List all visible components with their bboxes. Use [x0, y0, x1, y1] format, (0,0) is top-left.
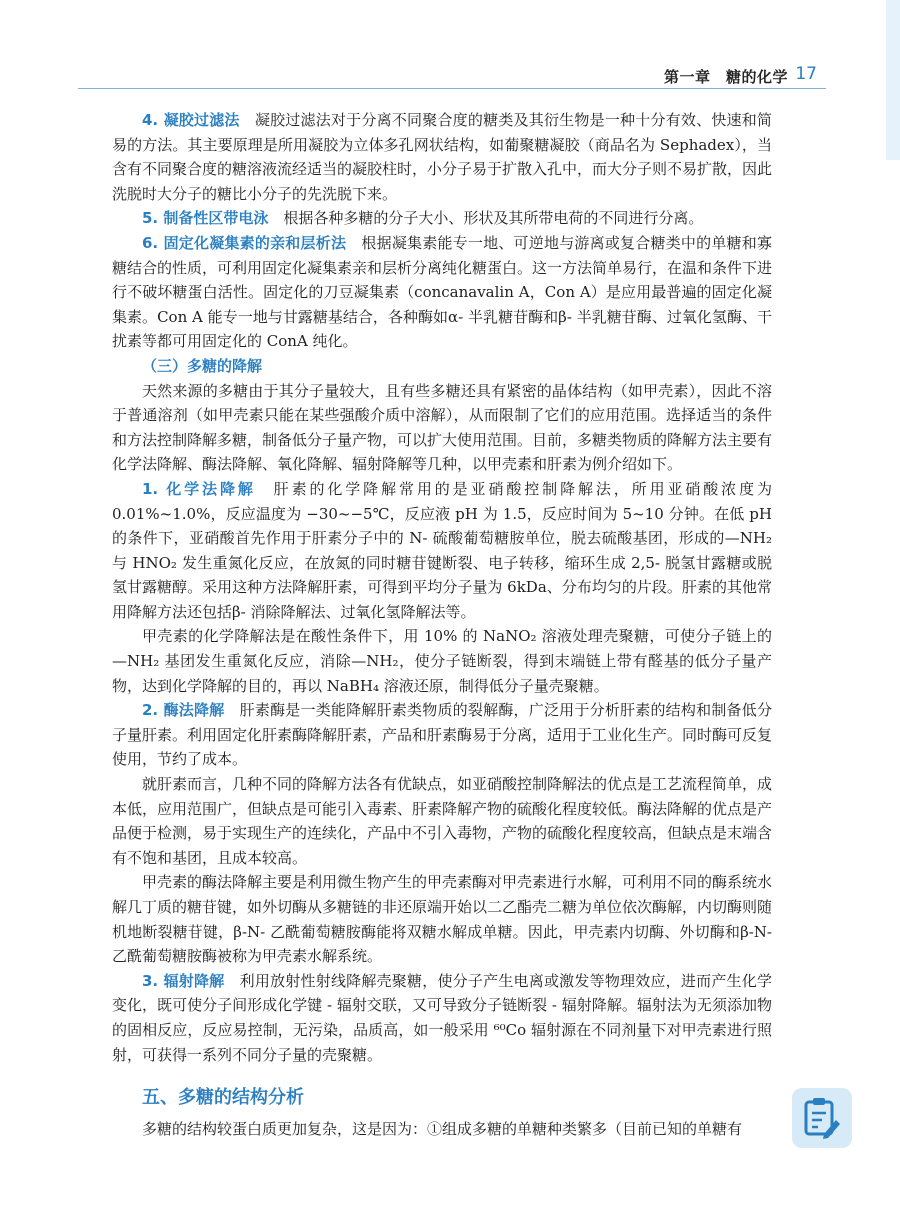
notes-pencil-icon-graphic: [802, 1096, 842, 1140]
paragraph-degradation-intro: [112, 379, 772, 477]
paragraph-text: 甲壳素的酶法降解主要是利用微生物产生的甲壳素酶对甲壳素进行水解，可利用不同的酶系统水解几丁质的糖苷键，如外切酶从多糖链的非还原端开始以二乙酯壳二糖为单位依次酶解，内切酶则随机地断裂糖苷键，β-N- 乙酰葡萄糖胺酶能将双糖水解成单糖。因此，甲壳素内切酶、外切酶和β-N- 乙酰葡萄糖胺酶被称为甲壳素水解系统。: [112, 873, 773, 966]
paragraph-electrophoresis: [112, 206, 772, 231]
paragraph-chitin-chemical: [112, 624, 772, 698]
item-heading: 1. 化学法降解: [142, 479, 256, 498]
item-heading: 5. 制备性区带电泳: [142, 209, 269, 228]
paragraph-text: 根据凝集素能专一地、可逆地与游离或复合糖类中的单糖和寡糖结合的性质，可利用固定化凝集素亲和层析分离纯化糖蛋白。这一方法简单易行，在温和条件下进行不破坏糖蛋白活性。固定化的刀豆凝集素（concanavalin A，Con A）是应用最普遍的固定化凝集素。Con A 能专一地与甘露糖基结合，各种酶如α- 半乳糖苷酶和β- 半乳糖苷酶、过氧化氢酶、干扰素等都可用固定化的 ConA 纯化。: [112, 233, 773, 351]
paragraph-text: 多糖的结构较蛋白质更加复杂，这是因为：①组成多糖的单糖种类繁多（目前已知的单糖有: [142, 1120, 743, 1139]
running-head: 第一章 糖的化学: [663, 68, 788, 86]
page-header: [0, 62, 900, 96]
section-title: 五、多糖的结构分析: [142, 1087, 304, 1109]
paragraph-text: 肝素酶是一类能降解肝素类物质的裂解酶，广泛用于分析肝素的结构和制备低分子量肝素。利用固定化肝素酶降解肝素，产品和肝素酶易于分离，适用于工业化生产。同时酶可反复使用，节约了成本。: [112, 701, 773, 769]
body-text: [112, 108, 772, 1142]
paragraph-text: 根据各种多糖的分子大小、形状及其所带电荷的不同进行分离。: [283, 209, 704, 228]
paragraph-gel-filtration: [112, 108, 772, 206]
paragraph-text: 凝胶过滤法对于分离不同聚合度的糖类及其衍生物是一种十分有效、快速和简易的方法。其主要原理是所用凝胶为立体多孔网状结构，如葡聚糖凝胶（商品名为 Sephadex），当含有不同聚合度的糖溶液流经适当的凝胶柱时，小分子易于扩散入孔中，而大分子则不易扩散，因此洗脱时大分子的糖比小分子的先洗脱下来。: [112, 111, 773, 203]
paragraph-text: 就肝素而言，几种不同的降解方法各有优缺点，如亚硝酸控制降解法的优点是工艺流程简单，成本低，应用范围广，但缺点是可能引入毒素、肝素降解产物的硫酸化程度较低。酶法降解的优点是产品便于检测，易于实现生产的连续化，产品中不引入毒物，产物的硫酸化程度较高，但缺点是末端含有不饱和基团，且成本较高。: [112, 775, 773, 867]
paragraph-chemical: [112, 477, 772, 625]
item-heading: 4. 凝胶过滤法: [142, 111, 240, 129]
paragraph-text: 天然来源的多糖由于其分子量较大，且有些多糖还具有紧密的晶体结构（如甲壳素），因此不溶于普通溶剂（如甲壳素只能在某些强酸介质中溶解），从而限制了它们的应用范围。选择适当的条件和方法控制降解多糖，制备低分子量产物，可以扩大使用范围。目前，多糖类物质的降解方法主要有化学法降解、酶法降解、氧化降解、辐射降解等几种，以甲壳素和肝素为例介绍如下。: [112, 381, 773, 474]
paragraph-chitin-enzymatic: [112, 870, 772, 968]
item-heading: 6. 固定化凝集素的亲和层析法: [142, 233, 347, 252]
paragraph-text: 利用放射性射线降解壳聚糖，使分子产生电离或激发等物理效应，进而产生化学变化，既可使分子间形成化学键 - 辐射交联，又可导致分子链断裂 - 辐射降解。辐射法为无须添加物的固相反应，反应易控制，无污染，品质高，如一般采用 ⁶⁰Co 辐射源在不同剂量下对甲壳素进行照射，可获得一系列不同分子量的壳聚糖。: [112, 971, 772, 1064]
paragraph-text: 甲壳素的化学降解法是在酸性条件下，用 10% 的 NaNO₂ 溶液处理壳聚糖，可使分子链上的—NH₂ 基团发生重氮化反应，消除—NH₂，使分子链断裂，得到末端链上带有醛基的低分子量产物，达到化学降解的目的，再以 NaBH₄ 溶液还原，制得低分子量壳聚糖。: [112, 627, 772, 695]
paragraph-enzymatic: [112, 698, 772, 772]
item-heading: 3. 辐射降解: [142, 971, 225, 990]
paragraph-text: 肝素的化学降解常用的是亚硝酸控制降解法，所用亚硝酸浓度为 0.01%~1.0%，反应温度为 −30~−5℃，反应液 pH 为 1.5，反应时间为 5~10 分钟。在低 pH 的条件下，亚硝酸首先作用于肝素分子中的 N- 硫酸葡萄糖胺单位，脱去硫酸基团，形成的—NH₂ 与 HNO₂ 发生重氮化反应，在放氮的同时糖苷键断裂、电子转移，缩环生成 2,5- 脱氢甘露糖或脱氢甘露糖醇。采用这种方法降解肝素，可得到平均分子量为 6kDa、分布均匀的片段。肝素的其他常用降解方法还包括β- 消除降解法、过氧化氢降解法等。: [112, 479, 772, 621]
notes-pencil-icon[interactable]: [792, 1088, 852, 1148]
header-rule: [78, 88, 826, 89]
paragraph-radiation: [112, 969, 772, 1067]
paragraph-comparison: [112, 772, 772, 870]
subsection-heading: （三）多糖的降解: [142, 356, 263, 375]
page-number: 17: [795, 64, 817, 84]
item-heading: 2. 酶法降解: [142, 701, 225, 720]
paragraph-structure-intro: [112, 1117, 772, 1142]
paragraph-affinity: [112, 231, 772, 354]
